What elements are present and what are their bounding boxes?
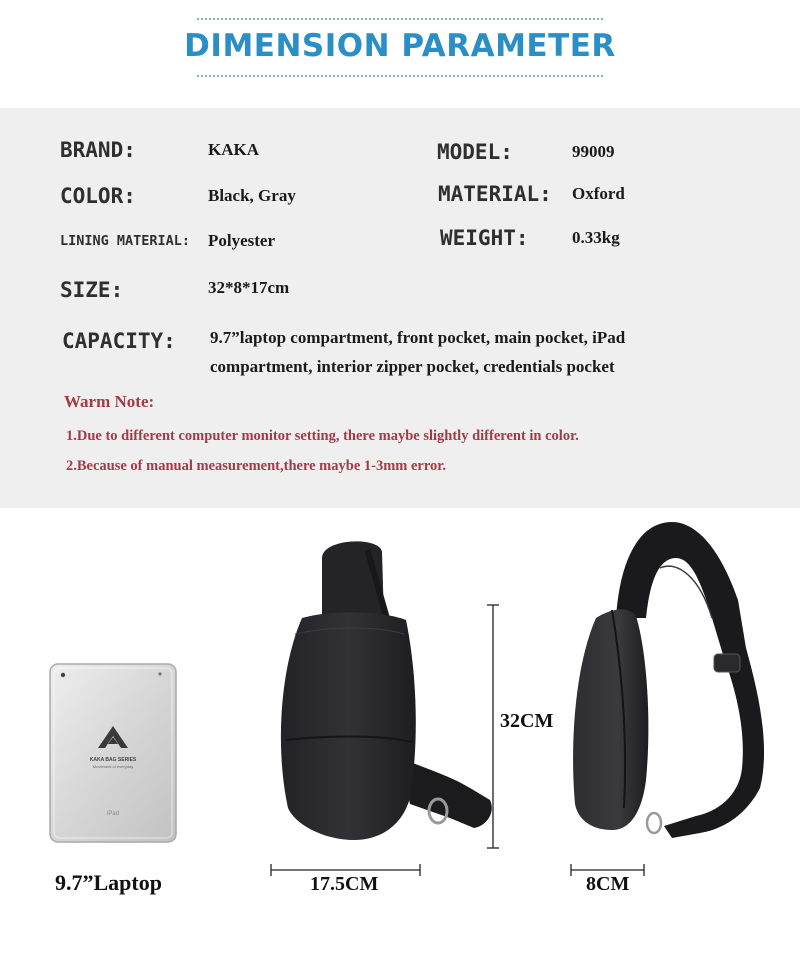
tablet-sub-text: Movement of everyday	[92, 764, 134, 769]
size-label: SIZE:	[60, 278, 124, 302]
width-label: 17.5CM	[310, 873, 379, 895]
tablet-mic	[158, 672, 161, 675]
bag-front-view	[281, 541, 492, 840]
brand-value: KAKA	[208, 140, 259, 159]
strap-adjuster	[714, 654, 740, 672]
capacity-label: CAPACITY:	[62, 329, 176, 353]
color-value: Black, Gray	[208, 186, 296, 205]
bag-side-view	[573, 522, 764, 838]
tablet-model-text: iPad	[106, 811, 119, 817]
side-bag-body	[573, 609, 648, 830]
spec-panel	[0, 108, 800, 508]
height-label: 32CM	[500, 710, 554, 732]
warm-note-2: 2.Because of manual measurement,there maybe 1-3mm error.	[66, 458, 447, 474]
lining-label: LINING MATERIAL:	[60, 233, 191, 249]
tablet-brand-text: KAKA BAG SERIES	[89, 757, 137, 763]
tablet-camera	[61, 673, 65, 677]
tablet-caption: 9.7”Laptop	[55, 870, 162, 895]
brand-label: BRAND:	[60, 138, 136, 162]
depth-label: 8CM	[586, 873, 630, 895]
material-label: MATERIAL:	[438, 182, 552, 206]
warm-note-title: Warm Note:	[64, 392, 155, 411]
page-title: DIMENSION PARAMETER	[184, 28, 616, 64]
bag-body	[281, 612, 416, 840]
model-value: 99009	[572, 142, 615, 161]
material-value: Oxford	[572, 184, 625, 203]
capacity-line-1: 9.7”laptop compartment, front pocket, main pocket, iPad	[210, 328, 626, 347]
size-value: 32*8*17cm	[208, 278, 290, 297]
title-top-rule	[197, 18, 603, 20]
weight-value: 0.33kg	[572, 228, 620, 247]
title-bottom-rule	[197, 75, 603, 77]
lining-value: Polyester	[208, 231, 276, 250]
model-label: MODEL:	[437, 140, 513, 164]
warm-note-1: 1.Due to different computer monitor setting, there maybe slightly different in color.	[66, 428, 579, 444]
color-label: COLOR:	[60, 184, 136, 208]
capacity-line-2: compartment, interior zipper pocket, credentials pocket	[210, 357, 615, 376]
weight-label: WEIGHT:	[440, 226, 529, 250]
side-buckle	[647, 813, 661, 833]
